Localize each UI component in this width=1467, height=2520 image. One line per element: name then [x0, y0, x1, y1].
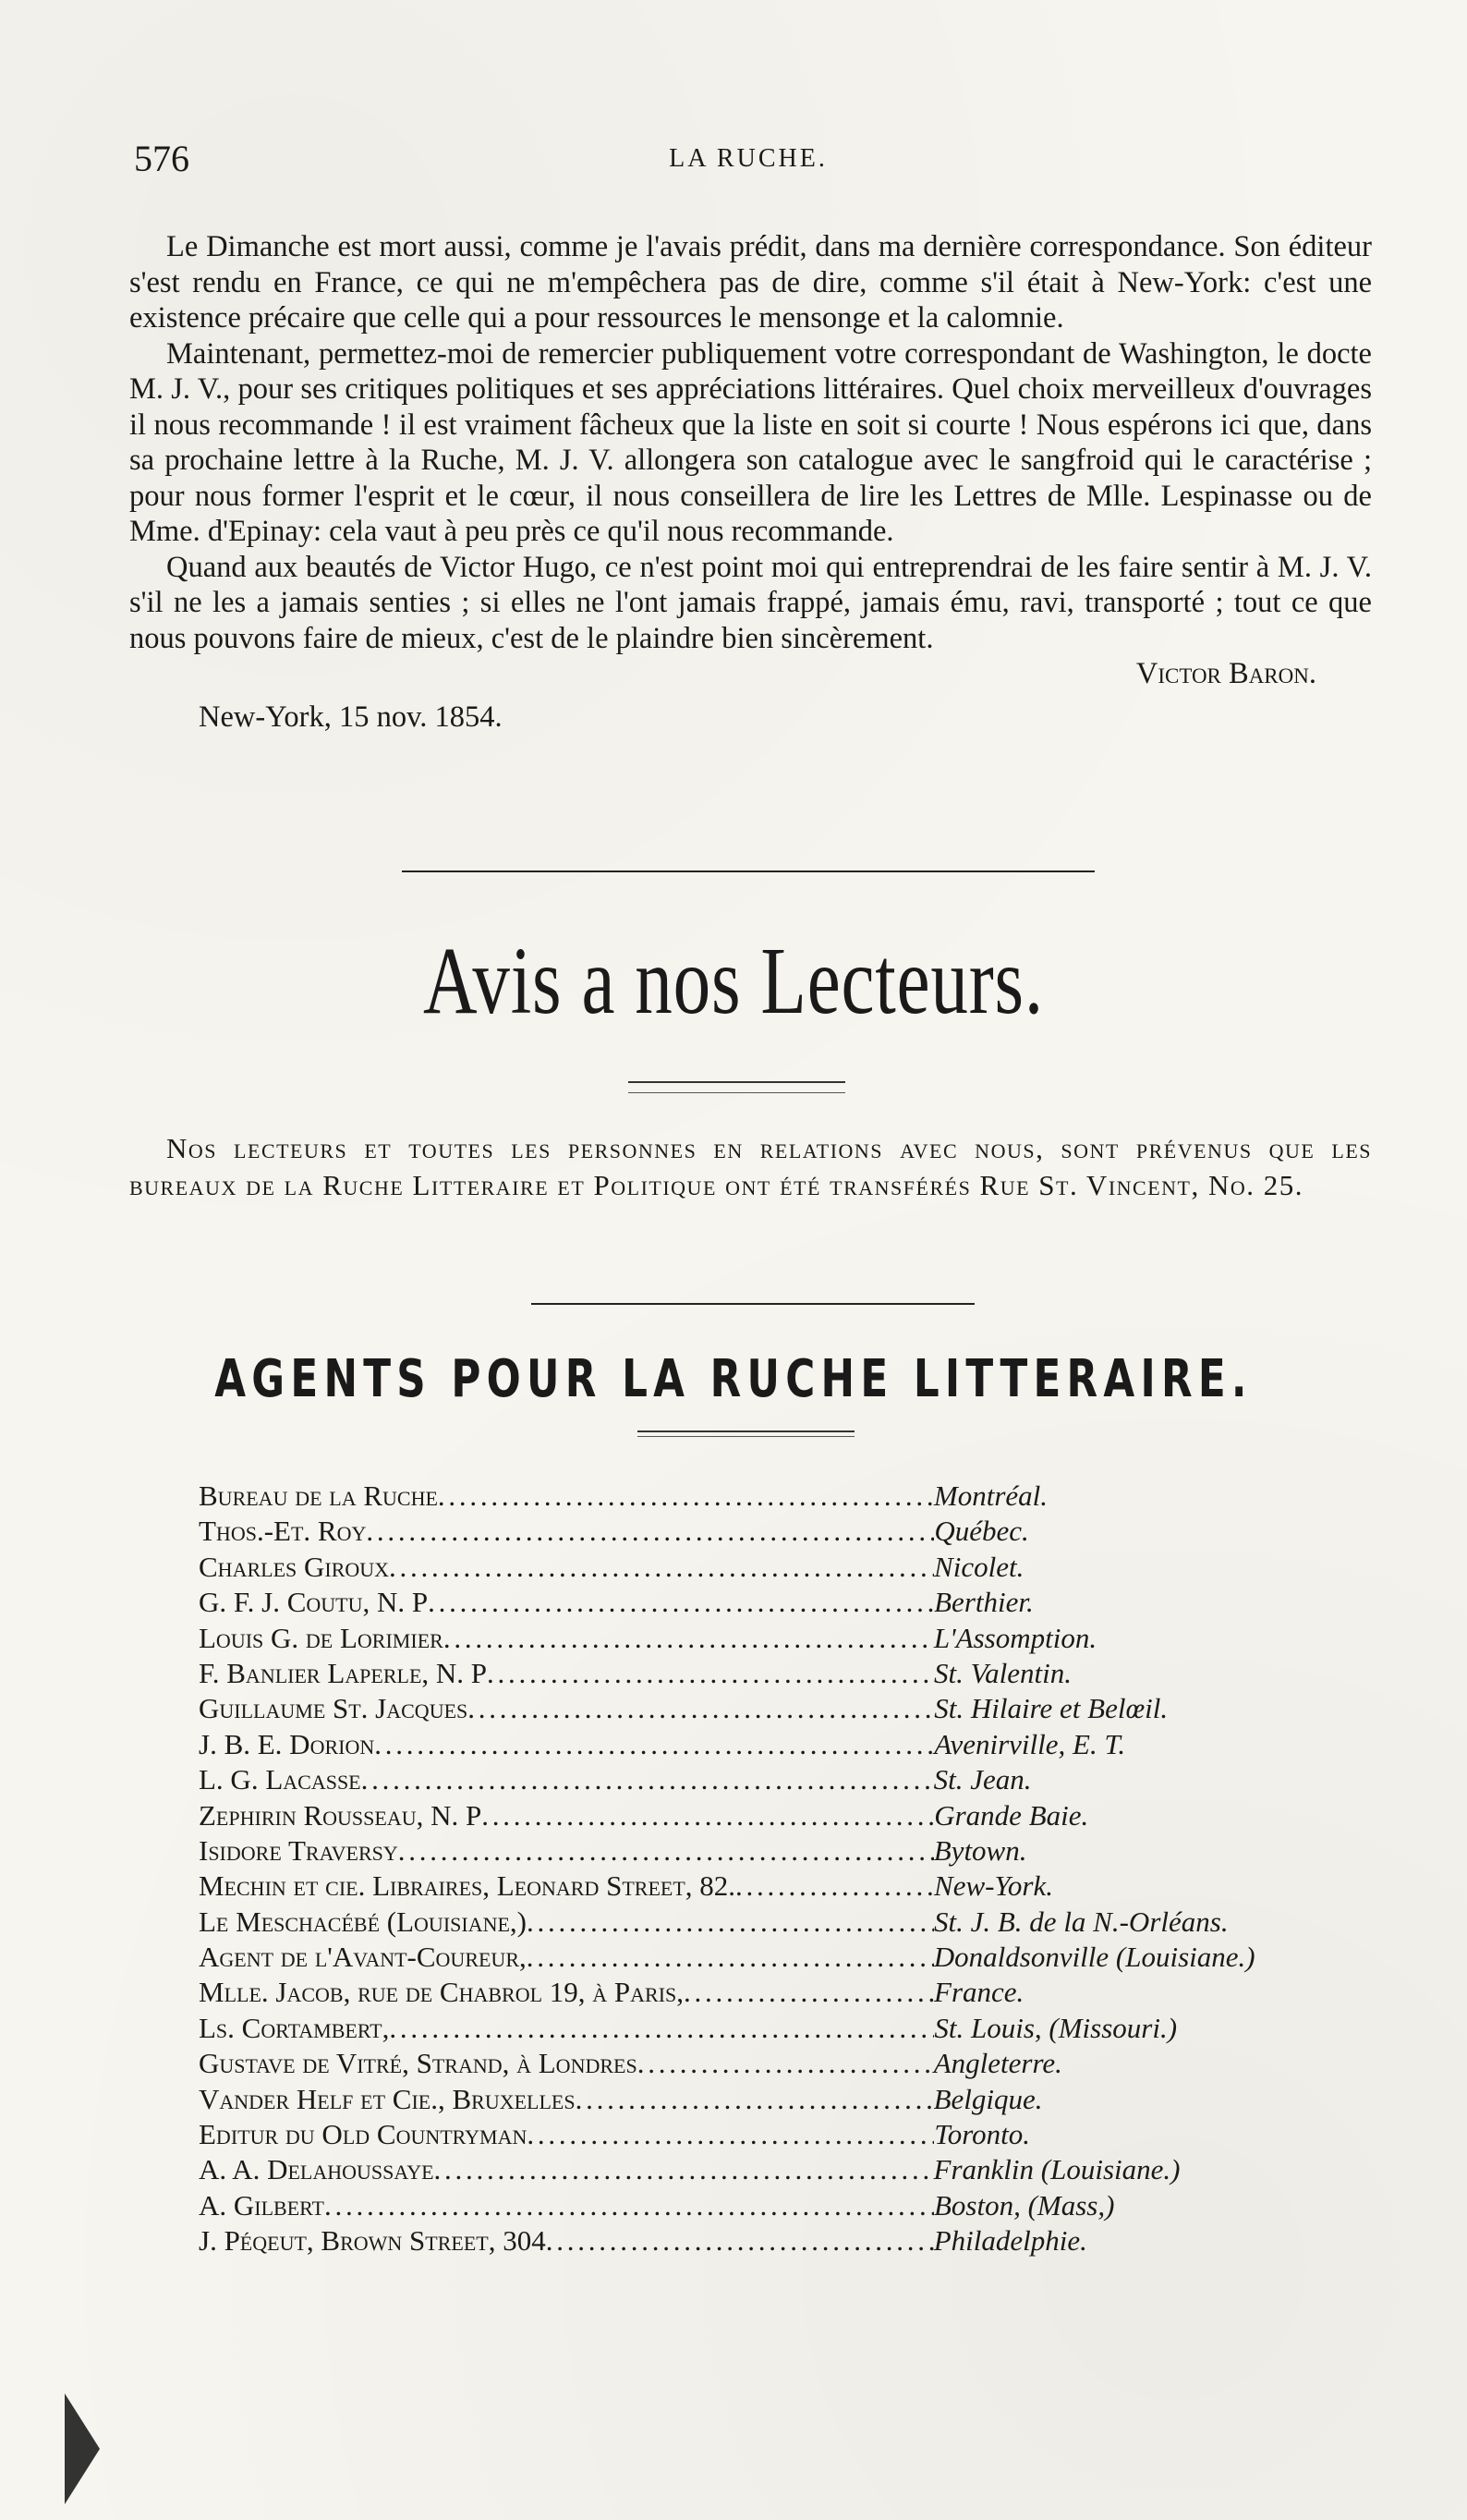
dateline: New-York, 15 nov. 1854.: [199, 700, 503, 734]
agent-row: [199, 1691, 1381, 1726]
agent-name: Gustave de Vitré, Strand, à Londres: [199, 2047, 637, 2080]
agent-name: L. G. Lacasse: [199, 1763, 361, 1796]
agent-place: Angleterre.: [933, 2047, 1062, 2080]
agent-row: [199, 1940, 1381, 1975]
dot-leader: [389, 2011, 934, 2046]
ornament-divider: [628, 1081, 845, 1093]
agent-name: Ls. Cortambert,: [199, 2011, 390, 2044]
dot-leader: [487, 1656, 934, 1691]
agents-title: AGENTS POUR LA RUCHE LITTERAIRE.: [214, 1349, 1253, 1409]
dot-leader: [428, 1585, 934, 1620]
article-paragraph: Quand aux beautés de Victor Hugo, ce n'est point moi qui entreprendrai de les faire sentir à M. J. V. s'il ne les a jamais senties ; si elles ne l'ont jamais frappé, jamais ému, ravi, transporté ; tout ce que nous pouvons faire de mieux, c'est de le plaindre bien sincèrement.: [129, 550, 1372, 655]
section-divider: [531, 1303, 975, 1305]
dot-leader: [398, 1833, 934, 1869]
agent-place: New-York.: [934, 1869, 1053, 1903]
agent-row: [199, 1762, 1381, 1797]
section-divider: [402, 870, 1095, 872]
agent-row: [199, 2188, 1381, 2223]
agent-row: [199, 2117, 1381, 2152]
dot-leader: [637, 2046, 934, 2081]
dot-leader: [527, 1940, 934, 1975]
agent-row: [199, 2011, 1381, 2046]
article-paragraph: Le Dimanche est mort aussi, comme je l'avais prédit, dans ma dernière correspondance. Son éditeur s'est rendu en France, ce qui ne m'empêchera pas de dire, comme s'il était à New-York: c'est une existence précaire que celle qui a pour ressources le mensonge et la calomnie.: [129, 230, 1372, 335]
agent-place: Avenirville, E. T.: [934, 1727, 1126, 1760]
agent-row: [199, 1798, 1381, 1833]
agent-place: Grande Baie.: [934, 1798, 1089, 1832]
agent-row: [199, 1550, 1381, 1585]
dot-leader: [443, 1621, 934, 1656]
agent-row: [199, 1585, 1381, 1620]
agent-name: Isidore Traversy: [199, 1833, 398, 1867]
article-paragraph: Maintenant, permettez-moi de remercier publiquement votre correspondant de Washington, le docte M. J. V., pour ses critiques politiques et ses appréciations littéraires. Quel choix merveilleux d'ouvrages il nous recommande ! il est vraiment fâcheux que la liste en soit si courte ! Nous espérons ici que, dans sa prochaine lettre à la Ruche, M. J. V. allongera son catalogue avec le sangfroid qui le caractérise ; pour nous former l'esprit et le cœur, il nous conseillera de lire les Lettres de Mlle. Lespinasse ou de Mme. d'Epinay: cela vaut à peu près ce qu'il nous recommande.: [129, 336, 1372, 548]
agent-name: J. B. E. Dorion: [199, 1727, 375, 1760]
agent-row: [199, 1905, 1381, 1940]
dot-leader: [527, 2117, 934, 2152]
agent-row: [199, 1656, 1381, 1691]
dot-leader: [467, 1691, 934, 1726]
ornament-divider: [637, 1430, 855, 1437]
agents-list: [199, 1479, 1381, 2259]
agent-name: Zephirin Rousseau, N. P: [199, 1798, 482, 1832]
notice-text-block: [129, 1130, 1372, 1204]
agent-row: [199, 1727, 1381, 1762]
agent-place: Boston, (Mass,): [933, 2188, 1115, 2222]
agent-row: [199, 1621, 1381, 1656]
agent-place: Toronto.: [934, 2118, 1031, 2151]
agent-place: France.: [934, 1976, 1024, 2009]
agent-place: L'Assomption.: [933, 1621, 1097, 1654]
agent-place: Berthier.: [934, 1586, 1034, 1619]
agent-place: Montréal.: [933, 1479, 1049, 1512]
dot-leader: [434, 2152, 934, 2187]
article-body: [129, 229, 1372, 735]
agent-place: St. Jean.: [933, 1763, 1032, 1796]
agent-name: G. F. J. Coutu, N. P: [199, 1586, 429, 1619]
agent-name: Guillaume St. Jacques: [199, 1692, 468, 1725]
agent-row: [199, 1514, 1381, 1549]
agent-row: [199, 1833, 1381, 1869]
agent-name: A. Gilbert: [199, 2188, 324, 2222]
signature: Victor Baron.: [1135, 657, 1316, 690]
dot-leader: [324, 2188, 934, 2223]
agent-row: [199, 1975, 1381, 2010]
notice-title: Avis a nos Lecteurs.: [423, 928, 1044, 1034]
agent-name: Editur du Old Countryman: [199, 2118, 527, 2151]
agent-row: [199, 2152, 1381, 2187]
agent-name: A. A. Delahoussaye: [199, 2153, 434, 2186]
running-head: LA RUCHE.: [669, 144, 828, 173]
agent-place: Franklin (Louisiane.): [933, 2153, 1181, 2186]
agent-place: St. Louis, (Missouri.): [934, 2011, 1178, 2044]
page-header: [134, 137, 1363, 183]
agent-place: Donaldsonville (Louisiane.): [933, 1941, 1255, 1974]
agent-place: Nicolet.: [934, 1550, 1024, 1583]
agent-name: F. Banlier Laperle, N. P: [199, 1656, 488, 1689]
dot-leader: [684, 1975, 934, 2010]
dot-leader: [527, 1905, 934, 1940]
agent-place: Belgique.: [933, 2082, 1043, 2115]
page-number: 576: [134, 138, 189, 179]
dot-leader: [374, 1727, 934, 1762]
agent-name: Charles Giroux: [199, 1550, 390, 1583]
agent-place: Québec.: [934, 1515, 1029, 1548]
agent-row: [199, 1869, 1381, 1904]
agent-name: Louis G. de Lorimier: [199, 1621, 443, 1654]
agent-name: Mlle. Jacob, rue de Chabrol 19, à Paris,: [199, 1976, 685, 2009]
agent-name: Le Meschacébé (Louisiane,): [199, 1905, 527, 1938]
agent-row: [199, 2082, 1381, 2117]
page-corner-mark: [65, 2393, 100, 2504]
dot-leader: [576, 2082, 934, 2117]
dot-leader: [546, 2223, 934, 2258]
dot-leader: [366, 1514, 934, 1549]
agent-name: Thos.-Et. Roy: [199, 1515, 367, 1548]
agent-row: [199, 2046, 1381, 2081]
dot-leader: [361, 1762, 934, 1797]
dot-leader: [481, 1798, 934, 1833]
agent-place: St. J. B. de la N.-Orléans.: [934, 1905, 1229, 1938]
agent-place: St. Valentin.: [934, 1656, 1072, 1689]
agent-place: Philadelphie.: [933, 2224, 1087, 2258]
agent-name: J. Péqeut, Brown Street, 304: [199, 2224, 546, 2258]
agent-place: St. Hilaire et Belœil.: [934, 1692, 1169, 1725]
agent-place: Bytown.: [933, 1833, 1027, 1867]
agent-name: Agent de l'Avant-Coureur,: [199, 1941, 527, 1974]
agent-name: Bureau de la Ruche: [199, 1479, 438, 1512]
dot-leader: [438, 1479, 934, 1514]
agent-name: Vander Helf et Cie., Bruxelles: [199, 2082, 576, 2115]
agent-name: Mechin et cie. Libraires, Leonard Street, 82.: [199, 1869, 736, 1903]
agent-row: [199, 2223, 1381, 2258]
agent-row: [199, 1479, 1381, 1514]
dot-leader: [389, 1550, 934, 1585]
dot-leader: [735, 1869, 934, 1904]
notice-text: Nos lecteurs et toutes les personnes en relations avec nous, sont prévenus que les bureaux de la Ruche Litteraire et Politique ont été transférés Rue St. Vincent, No. 25.: [129, 1132, 1372, 1201]
